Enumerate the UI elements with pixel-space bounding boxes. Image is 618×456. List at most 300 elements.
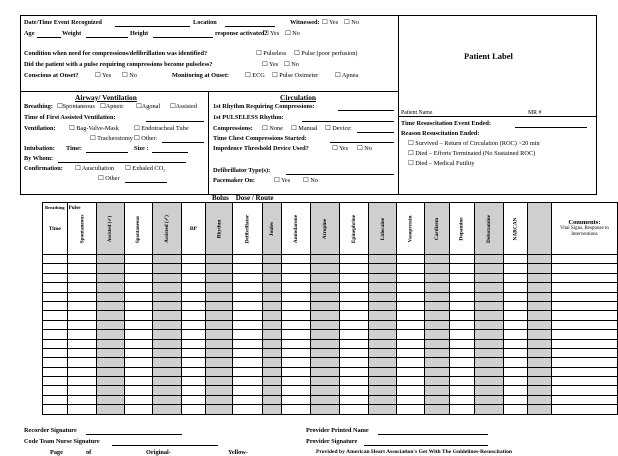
table-cell[interactable] xyxy=(124,348,152,357)
table-cell[interactable] xyxy=(67,339,97,348)
table-cell[interactable] xyxy=(152,283,181,292)
table-cell[interactable] xyxy=(205,405,232,414)
table-cell[interactable] xyxy=(396,339,424,348)
table-cell[interactable] xyxy=(311,301,340,310)
table-cell[interactable] xyxy=(262,283,281,292)
table-cell[interactable] xyxy=(369,330,397,339)
table-cell[interactable] xyxy=(262,358,281,367)
table-cell[interactable] xyxy=(181,348,205,357)
table-cell[interactable] xyxy=(262,273,281,282)
table-cell[interactable] xyxy=(281,273,310,282)
table-cell[interactable] xyxy=(474,273,503,282)
table-cell[interactable] xyxy=(503,320,527,329)
table-cell[interactable] xyxy=(181,367,205,376)
table-cell[interactable] xyxy=(97,301,124,310)
table-cell[interactable] xyxy=(503,292,527,301)
table-cell[interactable] xyxy=(43,283,68,292)
table-cell[interactable] xyxy=(262,320,281,329)
table-cell[interactable] xyxy=(424,358,450,367)
table-cell[interactable] xyxy=(124,273,152,282)
table-cell[interactable] xyxy=(152,264,181,273)
table-cell[interactable] xyxy=(124,264,152,273)
table-cell[interactable] xyxy=(232,395,262,404)
table-cell[interactable] xyxy=(527,255,551,264)
table-cell[interactable] xyxy=(340,320,369,329)
table-cell[interactable] xyxy=(503,386,527,395)
table-cell[interactable] xyxy=(424,320,450,329)
table-cell[interactable] xyxy=(67,395,97,404)
first-assisted-field[interactable] xyxy=(146,121,204,122)
table-cell[interactable] xyxy=(43,273,68,282)
table-cell[interactable] xyxy=(424,367,450,376)
table-cell[interactable] xyxy=(503,273,527,282)
table-cell[interactable] xyxy=(152,311,181,320)
table-cell[interactable] xyxy=(97,367,124,376)
table-cell[interactable] xyxy=(503,358,527,367)
table-cell[interactable] xyxy=(527,395,551,404)
table-cell[interactable] xyxy=(503,311,527,320)
table-cell[interactable] xyxy=(43,386,68,395)
table-cell[interactable] xyxy=(124,255,152,264)
table-cell[interactable] xyxy=(67,358,97,367)
table-cell[interactable] xyxy=(43,320,68,329)
table-cell[interactable] xyxy=(424,395,450,404)
table-cell[interactable] xyxy=(369,358,397,367)
table-cell[interactable] xyxy=(232,405,262,414)
table-cell[interactable] xyxy=(396,386,424,395)
table-cell[interactable] xyxy=(503,348,527,357)
table-cell[interactable] xyxy=(43,255,68,264)
table-cell[interactable] xyxy=(232,283,262,292)
table-cell[interactable] xyxy=(527,348,551,357)
provider-printed-field[interactable] xyxy=(378,434,488,435)
table-cell[interactable] xyxy=(152,339,181,348)
table-cell[interactable] xyxy=(527,320,551,329)
table-cell[interactable] xyxy=(474,367,503,376)
table-cell[interactable] xyxy=(340,330,369,339)
table-cell[interactable] xyxy=(503,330,527,339)
table-cell[interactable] xyxy=(450,386,474,395)
table-cell[interactable] xyxy=(311,283,340,292)
table-cell[interactable] xyxy=(369,339,397,348)
provider-signature-field[interactable] xyxy=(364,445,488,446)
table-cell[interactable] xyxy=(43,395,68,404)
table-cell[interactable] xyxy=(474,386,503,395)
intubation-time-field[interactable] xyxy=(86,152,128,153)
table-cell[interactable] xyxy=(97,273,124,282)
table-cell[interactable] xyxy=(340,405,369,414)
table-cell[interactable] xyxy=(124,301,152,310)
table-cell[interactable] xyxy=(450,264,474,273)
table-cell[interactable] xyxy=(503,339,527,348)
table-cell[interactable] xyxy=(232,386,262,395)
table-cell[interactable] xyxy=(450,395,474,404)
table-cell[interactable] xyxy=(67,292,97,301)
table-cell[interactable] xyxy=(369,320,397,329)
table-cell[interactable] xyxy=(67,311,97,320)
table-cell[interactable] xyxy=(311,264,340,273)
table-cell[interactable] xyxy=(527,283,551,292)
table-cell[interactable] xyxy=(205,367,232,376)
table-cell[interactable] xyxy=(396,292,424,301)
table-cell[interactable] xyxy=(503,301,527,310)
confirmation-auscultation[interactable]: ☐ Auscultation xyxy=(75,165,115,172)
confirmation-other-field[interactable] xyxy=(125,182,167,183)
table-cell[interactable] xyxy=(551,367,617,376)
table-cell[interactable] xyxy=(205,320,232,329)
condition-pulse-poor[interactable]: ☐ Pulse (poor perfusion) xyxy=(294,50,358,57)
pacemaker-yes[interactable]: ☐ Yes xyxy=(274,177,291,184)
compressions-device-field[interactable] xyxy=(357,132,394,133)
intubation-size-field[interactable] xyxy=(152,152,188,153)
table-cell[interactable] xyxy=(551,264,617,273)
table-cell[interactable] xyxy=(262,301,281,310)
table-cell[interactable] xyxy=(152,367,181,376)
table-cell[interactable] xyxy=(369,395,397,404)
table-cell[interactable] xyxy=(281,330,310,339)
table-cell[interactable] xyxy=(97,348,124,357)
table-cell[interactable] xyxy=(340,283,369,292)
table-cell[interactable] xyxy=(152,405,181,414)
table-cell[interactable] xyxy=(474,255,503,264)
table-cell[interactable] xyxy=(205,348,232,357)
table-cell[interactable] xyxy=(369,283,397,292)
compressions-none[interactable]: ☐ None xyxy=(262,125,283,132)
table-cell[interactable] xyxy=(450,339,474,348)
table-cell[interactable] xyxy=(474,330,503,339)
table-cell[interactable] xyxy=(43,405,68,414)
table-cell[interactable] xyxy=(450,405,474,414)
table-cell[interactable] xyxy=(67,367,97,376)
table-cell[interactable] xyxy=(232,273,262,282)
table-cell[interactable] xyxy=(281,292,310,301)
breathing-apneic[interactable]: ☐Apneic xyxy=(100,103,124,110)
table-cell[interactable] xyxy=(262,264,281,273)
height-field[interactable] xyxy=(153,37,213,38)
table-cell[interactable] xyxy=(205,292,232,301)
table-cell[interactable] xyxy=(262,311,281,320)
ventilation-endo[interactable]: ☐ Endotracheal Tube xyxy=(134,125,189,132)
breathing-assisted[interactable]: ☐Assisted xyxy=(170,103,197,110)
table-cell[interactable] xyxy=(205,377,232,386)
table-cell[interactable] xyxy=(67,255,97,264)
table-cell[interactable] xyxy=(67,377,97,386)
table-cell[interactable] xyxy=(311,386,340,395)
table-cell[interactable] xyxy=(43,367,68,376)
condition-pulseless[interactable]: ☐ Pulseless xyxy=(256,50,287,57)
table-cell[interactable] xyxy=(527,386,551,395)
by-whom-field[interactable] xyxy=(58,162,186,163)
table-cell[interactable] xyxy=(396,395,424,404)
table-cell[interactable] xyxy=(205,330,232,339)
table-cell[interactable] xyxy=(551,320,617,329)
table-cell[interactable] xyxy=(281,377,310,386)
table-cell[interactable] xyxy=(424,348,450,357)
table-cell[interactable] xyxy=(396,301,424,310)
table-cell[interactable] xyxy=(311,358,340,367)
table-cell[interactable] xyxy=(424,386,450,395)
table-cell[interactable] xyxy=(43,348,68,357)
table-cell[interactable] xyxy=(281,367,310,376)
table-cell[interactable] xyxy=(281,264,310,273)
table-cell[interactable] xyxy=(205,273,232,282)
ventilation-other[interactable]: ☐ Other: xyxy=(134,135,158,142)
table-cell[interactable] xyxy=(205,255,232,264)
table-cell[interactable] xyxy=(43,358,68,367)
witnessed-yes[interactable]: ☐ Yes xyxy=(322,19,339,26)
table-cell[interactable] xyxy=(43,292,68,301)
table-cell[interactable] xyxy=(450,348,474,357)
table-cell[interactable] xyxy=(181,358,205,367)
table-cell[interactable] xyxy=(527,358,551,367)
table-cell[interactable] xyxy=(205,339,232,348)
table-cell[interactable] xyxy=(396,377,424,386)
table-cell[interactable] xyxy=(232,358,262,367)
compressions-manual[interactable]: ☐ Manual xyxy=(291,125,318,132)
table-cell[interactable] xyxy=(281,301,310,310)
table-cell[interactable] xyxy=(396,311,424,320)
table-cell[interactable] xyxy=(450,367,474,376)
table-cell[interactable] xyxy=(503,264,527,273)
compressions-device[interactable]: ☐ Device: xyxy=(325,125,352,132)
table-cell[interactable] xyxy=(311,339,340,348)
table-cell[interactable] xyxy=(396,405,424,414)
table-cell[interactable] xyxy=(232,255,262,264)
table-cell[interactable] xyxy=(152,301,181,310)
table-cell[interactable] xyxy=(232,348,262,357)
table-cell[interactable] xyxy=(340,358,369,367)
table-cell[interactable] xyxy=(97,386,124,395)
table-cell[interactable] xyxy=(424,292,450,301)
table-cell[interactable] xyxy=(67,301,97,310)
table-cell[interactable] xyxy=(527,264,551,273)
table-cell[interactable] xyxy=(281,405,310,414)
table-cell[interactable] xyxy=(232,311,262,320)
breathing-spontaneous[interactable]: ☐Spontaneous xyxy=(57,103,95,110)
table-cell[interactable] xyxy=(396,255,424,264)
table-cell[interactable] xyxy=(527,377,551,386)
table-cell[interactable] xyxy=(232,264,262,273)
table-cell[interactable] xyxy=(152,348,181,357)
patient-name-field[interactable] xyxy=(440,116,500,117)
table-cell[interactable] xyxy=(340,348,369,357)
table-cell[interactable] xyxy=(424,264,450,273)
table-cell[interactable] xyxy=(97,395,124,404)
table-cell[interactable] xyxy=(97,292,124,301)
table-cell[interactable] xyxy=(527,367,551,376)
table-cell[interactable] xyxy=(450,273,474,282)
table-cell[interactable] xyxy=(340,339,369,348)
response-no[interactable]: ☐ No xyxy=(285,30,300,37)
table-cell[interactable] xyxy=(281,255,310,264)
table-cell[interactable] xyxy=(262,339,281,348)
table-cell[interactable] xyxy=(503,377,527,386)
table-cell[interactable] xyxy=(124,405,152,414)
table-cell[interactable] xyxy=(340,367,369,376)
table-cell[interactable] xyxy=(311,367,340,376)
table-cell[interactable] xyxy=(311,311,340,320)
table-cell[interactable] xyxy=(340,264,369,273)
table-cell[interactable] xyxy=(474,264,503,273)
table-cell[interactable] xyxy=(181,311,205,320)
table-cell[interactable] xyxy=(450,301,474,310)
pacemaker-no[interactable]: ☐ No xyxy=(303,177,318,184)
table-cell[interactable] xyxy=(369,255,397,264)
table-cell[interactable] xyxy=(67,330,97,339)
table-cell[interactable] xyxy=(551,255,617,264)
table-cell[interactable] xyxy=(527,311,551,320)
table-cell[interactable] xyxy=(340,311,369,320)
table-cell[interactable] xyxy=(205,386,232,395)
table-cell[interactable] xyxy=(181,283,205,292)
table-cell[interactable] xyxy=(503,405,527,414)
reason-died-terminated[interactable]: ☐ Died – Efforts Terminated (No Sustained ROC) xyxy=(408,150,536,157)
table-cell[interactable] xyxy=(527,405,551,414)
table-cell[interactable] xyxy=(311,377,340,386)
table-cell[interactable] xyxy=(527,273,551,282)
table-cell[interactable] xyxy=(551,395,617,404)
table-cell[interactable] xyxy=(152,377,181,386)
table-cell[interactable] xyxy=(369,405,397,414)
table-cell[interactable] xyxy=(124,386,152,395)
defib-types-field[interactable] xyxy=(286,174,394,175)
table-cell[interactable] xyxy=(262,395,281,404)
table-cell[interactable] xyxy=(181,395,205,404)
reason-survived[interactable]: ☐ Survived – Return of Circulation (ROC) >20 min xyxy=(408,140,540,147)
did-patient-yes[interactable]: ☐ Yes xyxy=(262,61,279,68)
table-cell[interactable] xyxy=(340,395,369,404)
table-cell[interactable] xyxy=(262,255,281,264)
table-cell[interactable] xyxy=(340,273,369,282)
table-cell[interactable] xyxy=(124,367,152,376)
table-cell[interactable] xyxy=(450,311,474,320)
table-cell[interactable] xyxy=(474,358,503,367)
table-cell[interactable] xyxy=(474,283,503,292)
table-cell[interactable] xyxy=(424,273,450,282)
table-cell[interactable] xyxy=(124,292,152,301)
event-ended-field[interactable] xyxy=(515,127,587,128)
ventilation-trach[interactable]: ☐ Tracheostomy xyxy=(90,135,133,142)
table-cell[interactable] xyxy=(311,255,340,264)
table-cell[interactable] xyxy=(551,301,617,310)
monitoring-apnea[interactable]: ☐ Apnea xyxy=(335,72,359,79)
table-cell[interactable] xyxy=(503,283,527,292)
table-cell[interactable] xyxy=(474,377,503,386)
table-cell[interactable] xyxy=(340,386,369,395)
table-cell[interactable] xyxy=(43,264,68,273)
table-cell[interactable] xyxy=(369,367,397,376)
table-cell[interactable] xyxy=(396,358,424,367)
conscious-yes[interactable]: ☐ Yes xyxy=(95,72,112,79)
table-cell[interactable] xyxy=(396,273,424,282)
table-cell[interactable] xyxy=(67,348,97,357)
table-cell[interactable] xyxy=(205,311,232,320)
table-cell[interactable] xyxy=(152,255,181,264)
table-cell[interactable] xyxy=(205,358,232,367)
table-cell[interactable] xyxy=(43,311,68,320)
table-cell[interactable] xyxy=(67,405,97,414)
table-cell[interactable] xyxy=(43,377,68,386)
table-cell[interactable] xyxy=(527,301,551,310)
pulseless-rhythm-field[interactable] xyxy=(302,121,394,122)
monitoring-pulseox[interactable]: ☐ Pulse Oximeter xyxy=(272,72,319,79)
table-cell[interactable] xyxy=(281,348,310,357)
table-cell[interactable] xyxy=(97,405,124,414)
table-cell[interactable] xyxy=(311,348,340,357)
table-cell[interactable] xyxy=(97,377,124,386)
impedence-yes[interactable]: ☐ Yes xyxy=(332,145,349,152)
table-cell[interactable] xyxy=(551,405,617,414)
table-cell[interactable] xyxy=(474,311,503,320)
table-cell[interactable] xyxy=(43,339,68,348)
table-cell[interactable] xyxy=(450,330,474,339)
code-team-signature-field[interactable] xyxy=(112,445,218,446)
table-cell[interactable] xyxy=(311,273,340,282)
table-cell[interactable] xyxy=(396,330,424,339)
table-cell[interactable] xyxy=(311,395,340,404)
table-cell[interactable] xyxy=(551,283,617,292)
table-cell[interactable] xyxy=(369,386,397,395)
table-cell[interactable] xyxy=(67,320,97,329)
table-cell[interactable] xyxy=(205,283,232,292)
table-cell[interactable] xyxy=(503,255,527,264)
table-cell[interactable] xyxy=(232,320,262,329)
table-cell[interactable] xyxy=(424,311,450,320)
table-cell[interactable] xyxy=(43,301,68,310)
table-cell[interactable] xyxy=(311,405,340,414)
table-cell[interactable] xyxy=(97,311,124,320)
table-cell[interactable] xyxy=(232,367,262,376)
table-cell[interactable] xyxy=(424,405,450,414)
ventilation-other-field[interactable] xyxy=(162,142,204,143)
table-cell[interactable] xyxy=(474,348,503,357)
age-field[interactable] xyxy=(37,37,61,38)
table-cell[interactable] xyxy=(424,283,450,292)
table-cell[interactable] xyxy=(67,283,97,292)
table-cell[interactable] xyxy=(262,330,281,339)
table-cell[interactable] xyxy=(152,386,181,395)
table-cell[interactable] xyxy=(450,358,474,367)
table-cell[interactable] xyxy=(396,283,424,292)
confirmation-other[interactable]: ☐ Other xyxy=(98,175,120,182)
table-cell[interactable] xyxy=(396,264,424,273)
table-cell[interactable] xyxy=(97,255,124,264)
table-cell[interactable] xyxy=(205,264,232,273)
table-cell[interactable] xyxy=(551,330,617,339)
table-cell[interactable] xyxy=(205,395,232,404)
table-cell[interactable] xyxy=(152,358,181,367)
weight-field[interactable] xyxy=(86,37,128,38)
table-cell[interactable] xyxy=(124,395,152,404)
table-cell[interactable] xyxy=(551,348,617,357)
table-cell[interactable] xyxy=(551,339,617,348)
table-cell[interactable] xyxy=(152,395,181,404)
table-cell[interactable] xyxy=(474,339,503,348)
table-cell[interactable] xyxy=(232,292,262,301)
monitoring-ecg[interactable]: ☐ ECG xyxy=(245,72,265,79)
table-cell[interactable] xyxy=(311,320,340,329)
table-cell[interactable] xyxy=(424,330,450,339)
table-cell[interactable] xyxy=(181,292,205,301)
table-cell[interactable] xyxy=(97,264,124,273)
table-cell[interactable] xyxy=(281,283,310,292)
conscious-no[interactable]: ☐ No xyxy=(122,72,137,79)
table-cell[interactable] xyxy=(551,311,617,320)
table-cell[interactable] xyxy=(281,358,310,367)
table-cell[interactable] xyxy=(527,292,551,301)
table-cell[interactable] xyxy=(424,255,450,264)
table-cell[interactable] xyxy=(152,320,181,329)
